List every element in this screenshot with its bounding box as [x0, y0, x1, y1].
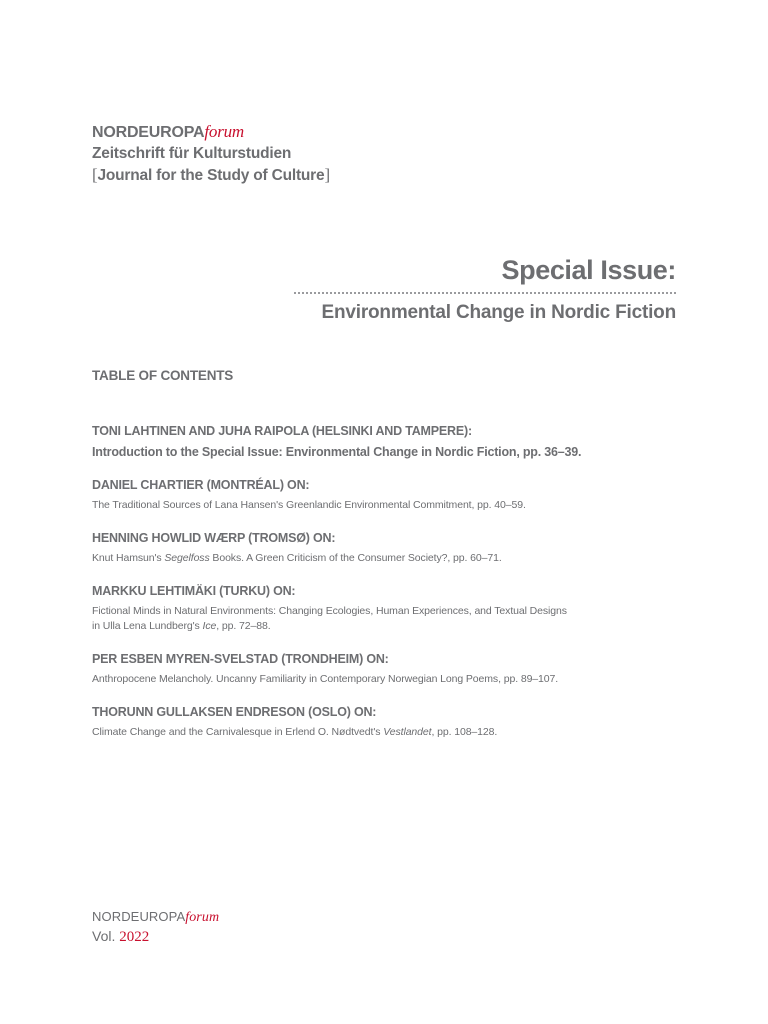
entry-title: Anthropocene Melancholy. Uncanny Familiarity in Contemporary Norwegian Long Poems, pp. 89–107.: [92, 673, 559, 685]
entry-author: HENNING HOWLID WÆRP (TROMSØ) ON:: [92, 531, 336, 545]
entry-title-italic: Ice: [202, 620, 217, 632]
journal-subtitle-german: Zeitschrift für Kulturstudien: [92, 145, 292, 162]
entry-author: TONI LAHTINEN AND JUHA RAIPOLA (HELSINKI AND TAMPERE):: [92, 424, 472, 438]
footer-vol-label: Vol.: [92, 928, 116, 944]
footer-brand: [92, 908, 219, 927]
toc-entry: [92, 583, 692, 634]
journal-brand: [92, 121, 330, 143]
toc-entry: [92, 423, 692, 460]
journal-header: [92, 121, 330, 186]
entry-title-italic: Segelfoss: [164, 552, 210, 564]
special-issue-subtitle: Environmental Change in Nordic Fiction: [321, 302, 676, 323]
dotted-divider: [294, 292, 676, 294]
toc-entry: [92, 704, 692, 740]
open-bracket: [: [92, 165, 98, 184]
entry-title: [92, 604, 692, 634]
entry-title-line2: [92, 619, 692, 634]
close-bracket: ]: [324, 165, 330, 184]
entry-author: MARKKU LEHTIMÄKI (TURKU) ON:: [92, 584, 296, 598]
entry-title: The Traditional Sources of Lana Hansen's Greenlandic Environmental Commitment, pp. 40–59.: [92, 499, 526, 511]
entry-title-pre: in Ulla Lena Lundberg's: [92, 620, 203, 632]
footer-brand-forum: forum: [185, 910, 220, 925]
entry-title-post: , pp. 108–128.: [431, 726, 498, 738]
entry-author: DANIEL CHARTIER (MONTRÉAL) ON:: [92, 478, 310, 492]
toc-entry: [92, 530, 692, 566]
english-subtitle-text: Journal for the Study of Culture: [97, 167, 325, 184]
entry-title-line1: Fictional Minds in Natural Environments: Changing Ecologies, Human Experiences, and Textual Designs: [92, 605, 567, 617]
toc-entry: [92, 651, 692, 687]
special-issue-block: [276, 252, 676, 325]
entry-author: THORUNN GULLAKSEN ENDRESON (OSLO) ON:: [92, 705, 377, 719]
entry-title-italic: Vestlandet: [383, 726, 432, 738]
page-footer: [92, 908, 219, 946]
toc-entries: [92, 423, 692, 757]
entry-title: [92, 551, 692, 566]
toc-entry: [92, 477, 692, 513]
footer-year: 2022: [119, 929, 150, 945]
footer-volume: [92, 927, 219, 946]
entry-title-pre: Knut Hamsun's: [92, 552, 165, 564]
brand-forum: forum: [204, 122, 245, 141]
journal-subtitle-english: [92, 164, 330, 186]
entry-title: [92, 725, 692, 740]
entry-title-post: Books. A Green Criticism of the Consumer Society?, pp. 60–71.: [209, 552, 502, 564]
entry-author: PER ESBEN MYREN-SVELSTAD (TRONDHEIM) ON:: [92, 652, 389, 666]
special-issue-title: Special Issue:: [501, 255, 676, 285]
brand-main: NORDEUROPA: [92, 124, 205, 141]
entry-title: Introduction to the Special Issue: Environmental Change in Nordic Fiction, pp. 36–39.: [92, 445, 582, 459]
entry-title-post: , pp. 72–88.: [216, 620, 271, 632]
entry-title-pre: Climate Change and the Carnivalesque in Erlend O. Nødtvedt's: [92, 726, 384, 738]
footer-brand-main: NORDEUROPA: [92, 909, 186, 924]
toc-heading: TABLE OF CONTENTS: [92, 368, 234, 383]
